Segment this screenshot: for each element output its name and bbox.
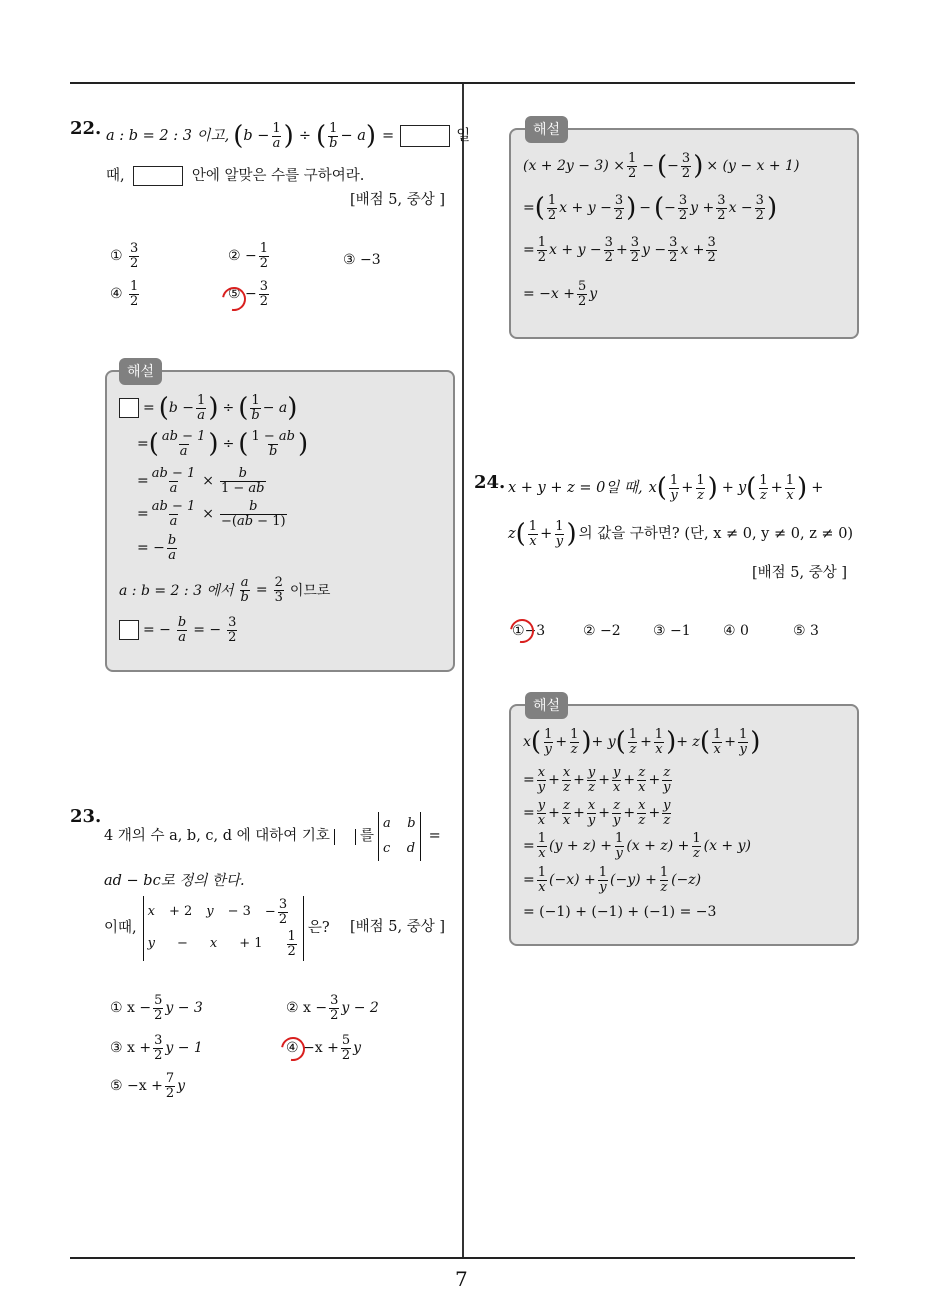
q22-choice-1[interactable]: ① $\frac{3}{2}$ xyxy=(110,241,139,271)
q24-sol-line3: = $\frac{y}{x}$ + $\frac{z}{x}$ + $\frac{x}{y}$ + $\frac{z}{y}$ + $\frac{x}{z}$ + $\frac{y}{z}$ xyxy=(523,798,671,828)
column-divider xyxy=(462,84,464,1258)
q22-line1: a : b = 2 : 3 이고, ( b − $\frac{1}{a}$ ) ÷ ( $\frac{1}{b}$ − a ) = 일 xyxy=(106,121,471,152)
q22-solution-panel xyxy=(105,364,455,672)
q23-choice-1[interactable]: ① x − $\frac{5}{2}$ y − 3 xyxy=(110,993,203,1023)
q23-sol-line3: = $\frac{1}{2}$ x + y − $\frac{3}{2}$ + $\frac{3}{2}$ y − $\frac{3}{2}$ x + $\frac{3}{2}$ xyxy=(523,235,716,265)
answer-blank-box-2 xyxy=(133,166,183,186)
q23-line2: ad − bc로 정의 한다. xyxy=(104,873,245,889)
question-number-22: 22. xyxy=(70,118,102,139)
q24-choice-4[interactable]: ④ 0 xyxy=(723,623,749,639)
q24-choice-2[interactable]: ② −2 xyxy=(583,623,621,639)
q22-score: [배점 5, 중상 ] xyxy=(350,192,446,208)
q24-sol-line5: = $\frac{1}{x}$ (−x) + $\frac{1}{y}$ (−y) + $\frac{1}{z}$ (−z) xyxy=(523,865,702,895)
answer-blank-box xyxy=(400,125,450,147)
q22-choice-4[interactable]: ④ $\frac{1}{2}$ xyxy=(110,279,139,309)
q24-sol-line6: = (−1) + (−1) + (−1) = −3 xyxy=(523,904,717,920)
q24-sol-line1: x ( $\frac{1}{y}$ + $\frac{1}{z}$ ) + y ( $\frac{1}{z}$ + $\frac{1}{x}$ ) + z ( $\frac{1}{x}$ + $\frac{1}{y}$ ) xyxy=(523,727,761,758)
q22-sol-line7: = − $\frac{b}{a}$ = − $\frac{3}{2}$ xyxy=(119,616,239,644)
q23-solution-panel xyxy=(509,122,859,339)
question-number-23: 23. xyxy=(70,806,102,827)
q22-choice-5[interactable]: ⑤ − $\frac{3}{2}$ xyxy=(228,279,269,309)
q23-sol-line1: (x + 2y − 3) × $\frac{1}{2}$ − ( − $\frac{3}{2}$ ) × (y − x + 1) xyxy=(523,151,800,182)
q22-sol-line1: = ( b − $\frac{1}{a}$ ) ÷ ( $\frac{1}{b}$ − a ) xyxy=(119,394,297,422)
selected-answer-circle xyxy=(505,614,538,647)
footer-rule xyxy=(70,1257,855,1259)
page-number: 7 xyxy=(455,1267,468,1291)
q22-ratio-text: a : b = 2 : 3 이고, xyxy=(106,127,230,144)
q23-line3: 이때, x + 2 y − 3 − $\frac{3}{2}$ y − x + 1 $\frac{1}{2}$ 은? xyxy=(104,897,330,959)
q23-choice-2[interactable]: ② x − $\frac{3}{2}$ y − 2 xyxy=(286,993,379,1023)
q22-sol-line6: a : b = 2 : 3 에서 $\frac{a}{b}$ = $\frac{2}{3}$ 이므로 xyxy=(119,575,331,605)
q22-choice-3[interactable]: ③ −3 xyxy=(343,252,381,268)
q24-line1: x + y + z = 0일 때, x ( $\frac{1}{y}$ + $\frac{1}{z}$ ) + y ( $\frac{1}{z}$ + $\frac{1}{x}$ ) + xyxy=(508,473,824,504)
q23-choice-4[interactable]: ④ −x + $\frac{5}{2}$ y xyxy=(286,1033,362,1063)
q24-sol-line4: = $\frac{1}{x}$ (y + z) + $\frac{1}{y}$ (x + z) + $\frac{1}{z}$ (x + y) xyxy=(523,831,751,861)
q22-sol-line4: = $\frac{ab - 1}{a}$ × $\frac{b}{-(ab - 1)}$ xyxy=(137,499,286,529)
q22-sol-line5: = − $\frac{b}{a}$ xyxy=(137,533,177,563)
q22-line2: 때, 안에 알맞은 수를 구하여라. xyxy=(106,168,365,184)
solution-tag: 해설 xyxy=(119,358,162,385)
q23-choice-3[interactable]: ③ x + $\frac{3}{2}$ y − 1 xyxy=(110,1033,203,1063)
q22-choice-2[interactable]: ② − $\frac{1}{2}$ xyxy=(228,241,269,271)
q24-line2: z ( $\frac{1}{x}$ + $\frac{1}{y}$ ) 의 값을 구하면? (단, x ≠ 0, y ≠ 0, z ≠ 0) xyxy=(508,519,854,550)
q23-sol-line2: = ( $\frac{1}{2}$ x + y − $\frac{3}{2}$ ) − ( − $\frac{3}{2}$ y + $\frac{3}{2}$ x − $\frac{3}{2}$ ) xyxy=(523,193,778,224)
q22-sol-line2: = ( $\frac{ab - 1}{a}$ ) ÷ ( $\frac{1 - ab}{b}$ ) xyxy=(137,429,309,460)
q24-score: [배점 5, 중상 ] xyxy=(752,565,848,581)
q23-line1: 4 개의 수 a, b, c, d 에 대하여 기호 를 a b c d = xyxy=(104,812,441,861)
q23-sol-line4: = −x + $\frac{5}{2}$ y xyxy=(523,279,598,309)
q24-sol-line2: = $\frac{x}{y}$ + $\frac{x}{z}$ + $\frac{y}{z}$ + $\frac{y}{x}$ + $\frac{z}{x}$ + $\frac{z}{y}$ xyxy=(523,765,671,795)
q24-choice-1[interactable]: ①−3 xyxy=(512,623,546,639)
q23-choice-5[interactable]: ⑤ −x + $\frac{7}{2}$ y xyxy=(110,1071,186,1101)
q23-score: [배점 5, 중상 ] xyxy=(350,919,446,935)
q24-solution-panel xyxy=(509,698,859,946)
q24-choice-5[interactable]: ⑤ 3 xyxy=(793,623,819,639)
q22-sol-line3: = $\frac{ab - 1}{a}$ × $\frac{b}{1 - ab}$ xyxy=(137,466,265,496)
solution-tag: 해설 xyxy=(525,116,568,143)
q24-choice-3[interactable]: ③ −1 xyxy=(653,623,691,639)
question-number-24: 24. xyxy=(474,472,506,493)
solution-tag: 해설 xyxy=(525,692,568,719)
